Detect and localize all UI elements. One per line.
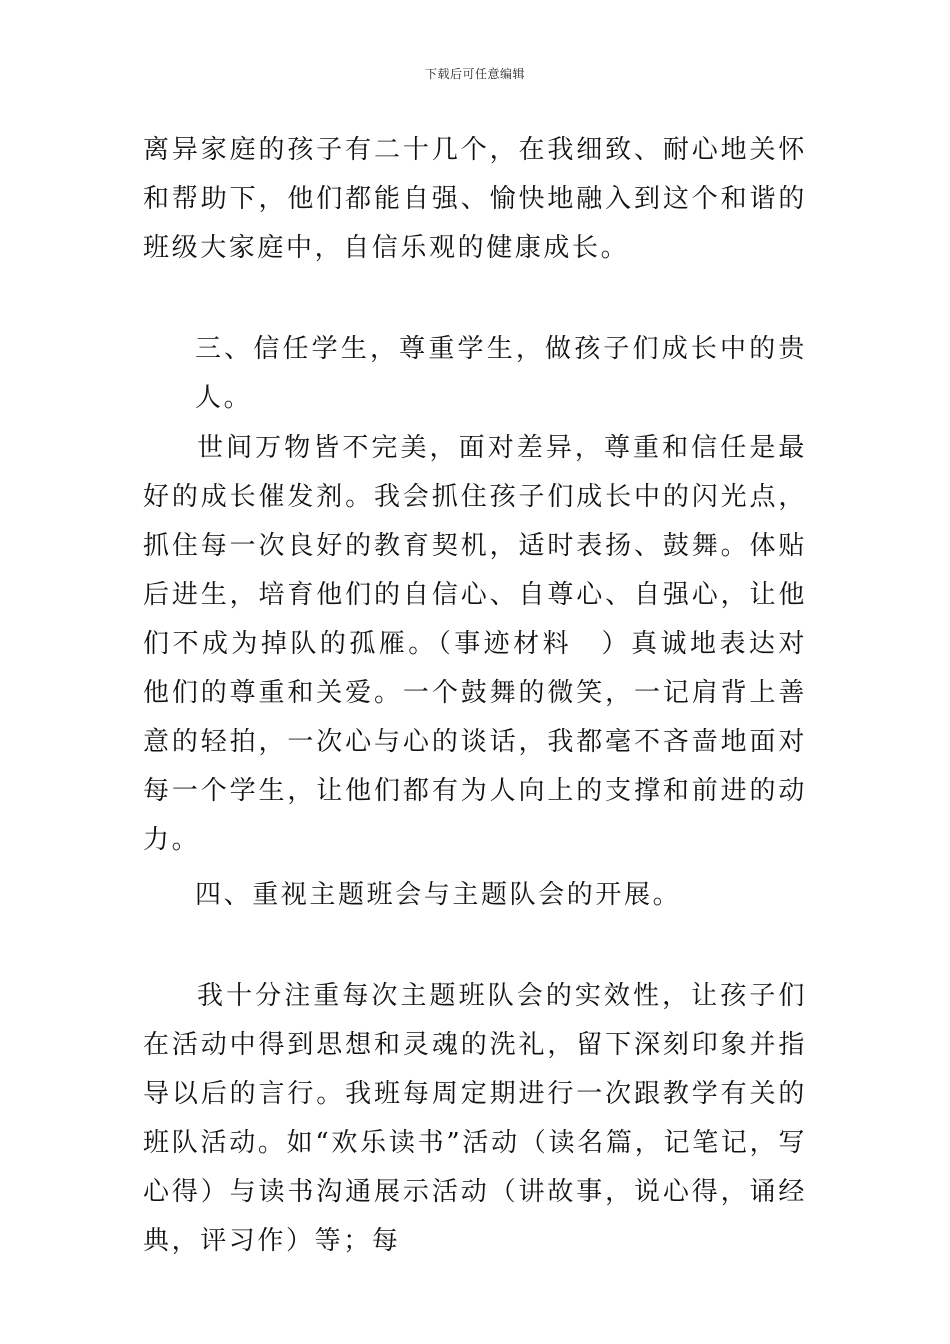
paragraph-respect-trust: 世间万物皆不完美，面对差异，尊重和信任是最好的成长催发剂。我会抓住孩子们成长中的闪光点，抓住每一次良好的教育契机，适时表扬、鼓舞。体贴后进生，培育他们的自信心、自尊心、自强心，让他们不成为掉队的孤雁。（事迹材料 ）真诚地表达对他们的尊重和关爱。一个鼓舞的微笑，一记肩背上善意的轻拍，一次心与心的谈话，我都毫不吝啬地面对每一个学生，让他们都有为人向上的支撑和前进的动力。 bbox=[143, 433, 807, 855]
paragraph-class-meetings: 我十分注重每次主题班队会的实效性，让孩子们在活动中得到思想和灵魂的洗礼，留下深刻印象并指导以后的言行。我班每周定期进行一次跟教学有关的班队活动。如“欢乐读书”活动（读名篇，记笔记，写心得）与读书沟通展示活动（讲故事，说心得，诵经典，评习作）等；每 bbox=[143, 981, 807, 1256]
paragraph-continuation: 离异家庭的孩子有二十几个，在我细致、耐心地关怀和帮助下，他们都能自强、愉快地融入到这个和谐的班级大家庭中，自信乐观的健康成长。 bbox=[143, 135, 807, 263]
section-heading-4: 四、重视主题班会与主题队会的开展。 bbox=[195, 880, 682, 910]
header-note: 下载后可任意编辑 bbox=[424, 67, 525, 81]
section-heading-3: 三、信任学生，尊重学生，做孩子们成长中的贵人。 bbox=[195, 334, 807, 413]
